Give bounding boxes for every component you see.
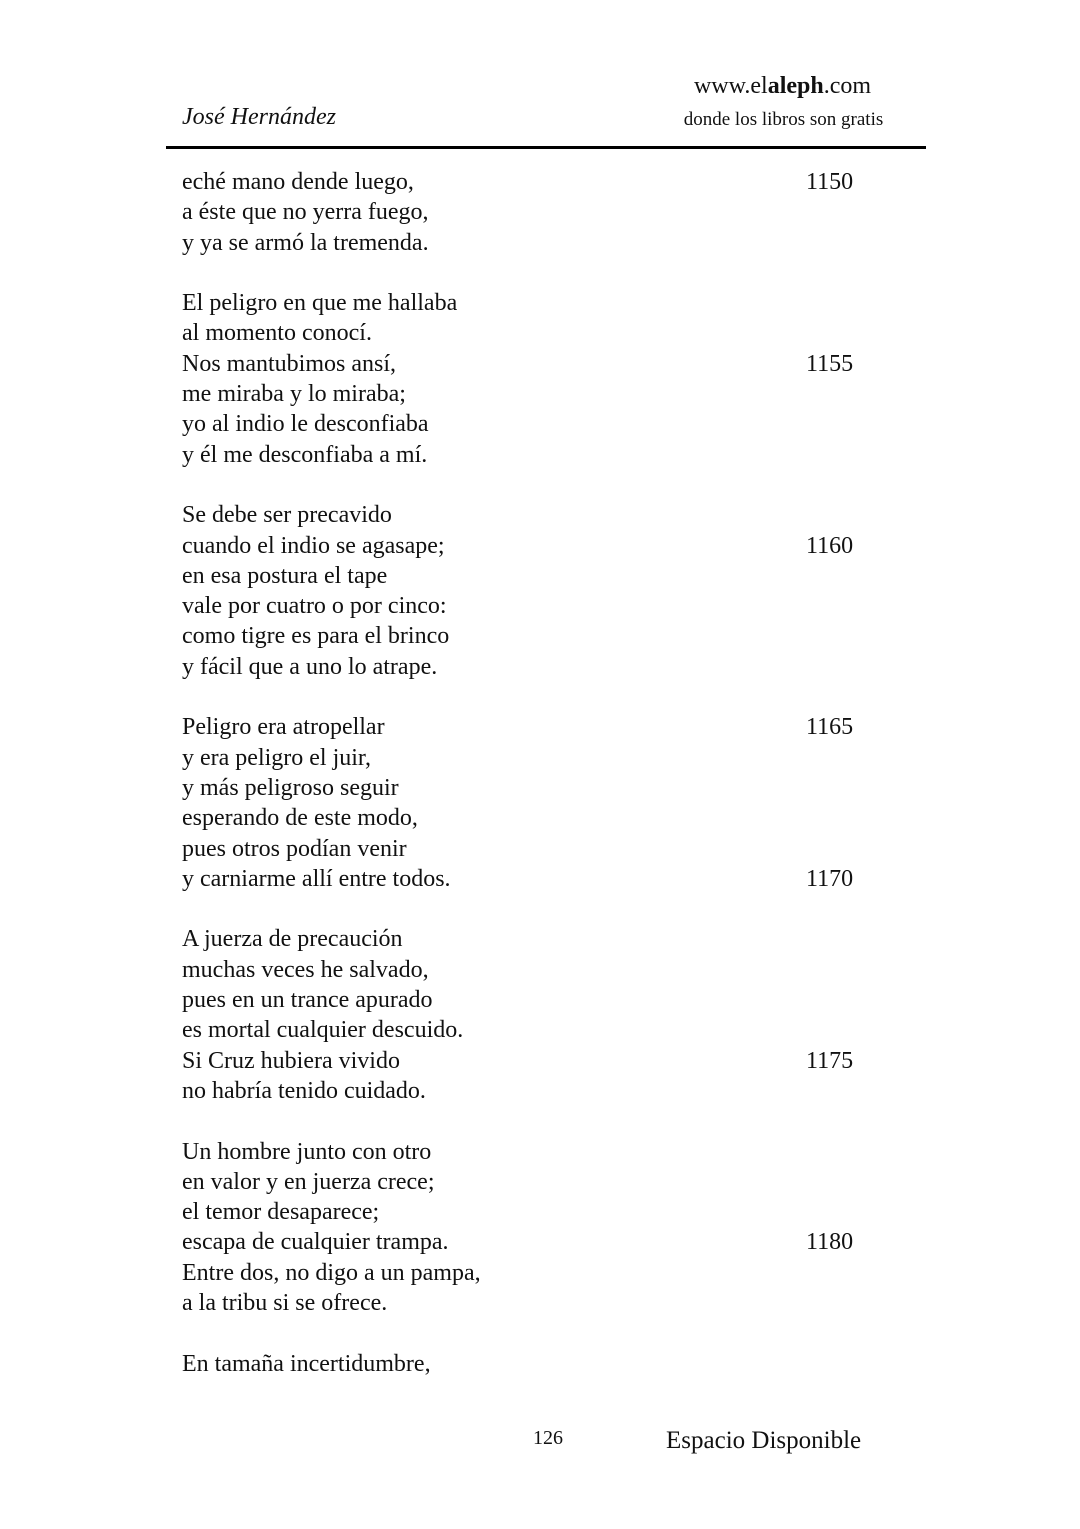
verse-line (182, 591, 902, 621)
verse-line (182, 1197, 902, 1227)
poem-body (182, 167, 902, 1379)
verse-line (182, 743, 902, 773)
verse-text: en valor y en juerza crece; (182, 1168, 435, 1195)
verse-line (182, 1258, 902, 1288)
verse-text: El peligro en que me hallaba (182, 290, 458, 317)
verse-line (182, 1137, 902, 1167)
verse-text: Un hombre junto con otro (182, 1138, 432, 1165)
line-number: 1160 (806, 532, 854, 559)
verse-line (182, 318, 902, 348)
line-number: 1165 (806, 714, 854, 741)
footer-ad-text: Espacio Disponible (666, 1427, 862, 1454)
verse-text: en esa postura el tape (182, 562, 388, 589)
verse-line (182, 1076, 902, 1106)
verse-line (182, 197, 902, 227)
verse-text: pues otros podían venir (182, 835, 407, 862)
verse-text: al momento conocí. (182, 320, 372, 347)
verse-text: el temor desaparece; (182, 1199, 380, 1226)
verse-text: y fácil que a uno lo atrape. (182, 653, 438, 680)
line-number: 1180 (806, 1229, 854, 1256)
verse-line (182, 1015, 902, 1045)
verse-text: Nos mantubimos ansí, (182, 350, 396, 377)
verse-text: no habría tenido cuidado. (182, 1077, 426, 1104)
verse-text: Se debe ser precavido (182, 502, 392, 529)
verse-line (182, 1288, 902, 1318)
line-number: 1155 (806, 350, 854, 377)
verse-text: y ya se armó la tremenda. (182, 229, 429, 256)
verse-line (182, 652, 902, 682)
line-number: 1175 (806, 1047, 854, 1074)
site-tagline: donde los libros son gratis (683, 109, 884, 130)
verse-text: A juerza de precaución (182, 926, 403, 953)
verse-text: yo al indio le desconfiaba (182, 411, 429, 438)
site-url-prefix: www.el (693, 73, 768, 99)
verse-line (182, 1227, 902, 1257)
line-number: 1150 (806, 169, 854, 195)
verse-line (182, 1349, 902, 1379)
verse-text: eché mano dende luego, (182, 169, 414, 195)
verse-line (182, 379, 902, 409)
verse-text: y él me desconfiaba a mí. (182, 441, 428, 468)
verse-line (182, 712, 902, 742)
verse-line (182, 834, 902, 864)
site-url-suffix: .com (823, 73, 872, 99)
verse-text: escapa de cualquier trampa. (182, 1229, 449, 1256)
running-header-author: José Hernández (182, 104, 336, 130)
stanza-break (182, 258, 902, 288)
verse-line (182, 228, 902, 258)
verse-line (182, 985, 902, 1015)
verse-line (182, 621, 902, 651)
verse-text: me miraba y lo miraba; (182, 381, 406, 408)
verse-text: esperando de este modo, (182, 805, 418, 832)
stanza-break (182, 1106, 902, 1136)
verse-line (182, 288, 902, 318)
verse-text: y era peligro el juir, (182, 744, 371, 771)
verse-text: y carniarme allí entre todos. (182, 865, 451, 892)
verse-line (182, 409, 902, 439)
site-url (640, 73, 925, 100)
verse-text: muchas veces he salvado, (182, 956, 429, 983)
verse-line (182, 1046, 902, 1076)
verse-text: como tigre es para el brinco (182, 623, 450, 650)
stanza-break (182, 682, 902, 712)
verse-text: cuando el indio se agasape; (182, 532, 445, 559)
page-number: 126 (533, 1427, 563, 1449)
verse-text: Peligro era atropellar (182, 714, 385, 741)
verse-line (182, 500, 902, 530)
verse-line (182, 440, 902, 470)
verse-line (182, 955, 902, 985)
verse-line (182, 803, 902, 833)
verse-text: En tamaña incertidumbre, (182, 1350, 431, 1377)
verse-line (182, 167, 902, 197)
verse-text: y más peligroso seguir (182, 774, 399, 801)
stanza-break (182, 894, 902, 924)
verse-text: pues en un trance apurado (182, 987, 433, 1014)
stanza-break (182, 1318, 902, 1348)
verse-text: vale por cuatro o por cinco: (182, 593, 447, 620)
verse-text: a éste que no yerra fuego, (182, 199, 429, 226)
verse-text: es mortal cualquier descuido. (182, 1017, 464, 1044)
verse-line (182, 864, 902, 894)
verse-line (182, 924, 902, 954)
header-rule (166, 146, 926, 149)
verse-line (182, 773, 902, 803)
stanza-break (182, 470, 902, 500)
verse-text: Si Cruz hubiera vivido (182, 1047, 400, 1074)
verse-line (182, 349, 902, 379)
verse-line (182, 1167, 902, 1197)
verse-line (182, 531, 902, 561)
verse-text: Entre dos, no digo a un pampa, (182, 1259, 481, 1286)
line-number: 1170 (806, 865, 854, 892)
verse-line (182, 561, 902, 591)
verse-text: a la tribu si se ofrece. (182, 1289, 388, 1316)
site-url-bold: aleph (767, 73, 824, 99)
